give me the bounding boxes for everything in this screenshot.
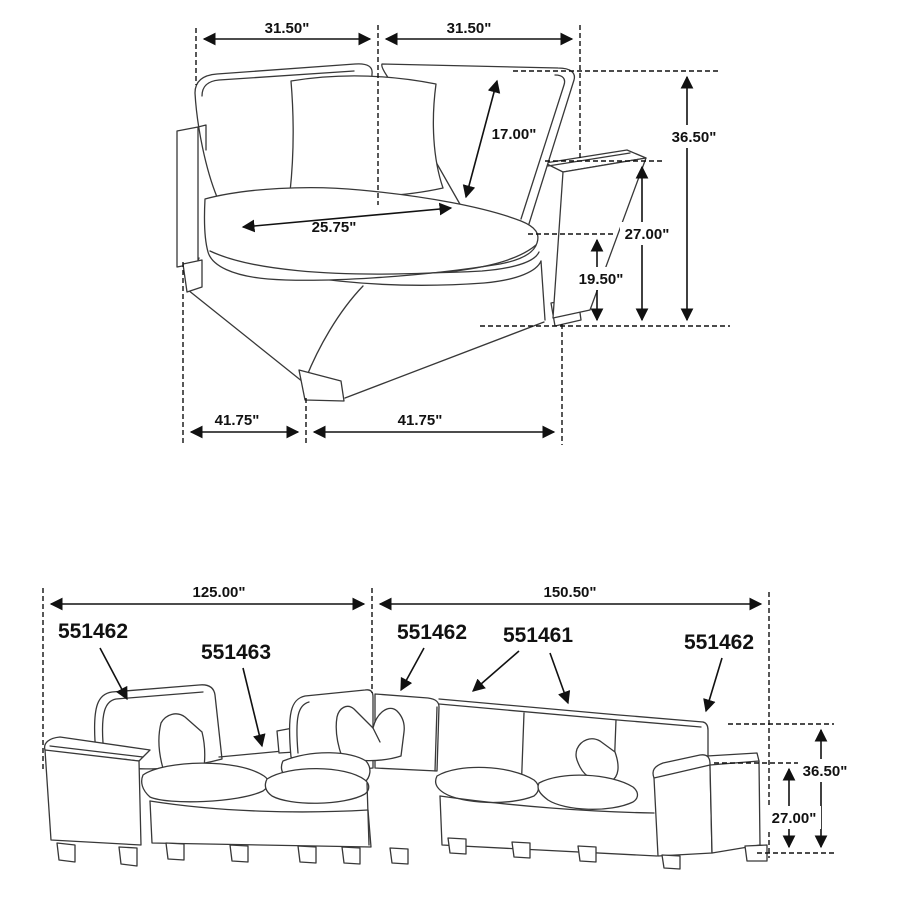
dim-top-width-left: 31.50" xyxy=(264,20,310,37)
dim-seat-depth: 25.75" xyxy=(311,219,357,236)
dim-back-cushion: 17.00" xyxy=(491,126,537,143)
dim-overall-height: 36.50" xyxy=(671,129,717,146)
dim-total-width-left: 125.00" xyxy=(192,584,246,601)
part-label-corner: 551462 xyxy=(396,621,468,644)
dim-sectional-overall-height: 36.50" xyxy=(802,763,848,780)
dim-top-width-right: 31.50" xyxy=(446,20,492,37)
part-label-armless: 551463 xyxy=(200,641,272,664)
dim-total-width-right: 150.50" xyxy=(543,584,597,601)
corner-chair-drawing xyxy=(177,64,646,401)
dim-base-depth-right: 41.75" xyxy=(397,412,443,429)
dim-sectional-arm-height: 27.00" xyxy=(771,810,817,827)
part-label-right-arm: 551462 xyxy=(683,631,755,654)
dim-base-depth-left: 41.75" xyxy=(214,412,260,429)
dim-arm-height: 27.00" xyxy=(624,226,670,243)
sectional-drawing xyxy=(45,685,767,869)
part-label-middle: 551461 xyxy=(502,624,574,647)
dim-seat-height: 19.50" xyxy=(578,271,624,288)
part-label-left-arm: 551462 xyxy=(57,620,129,643)
